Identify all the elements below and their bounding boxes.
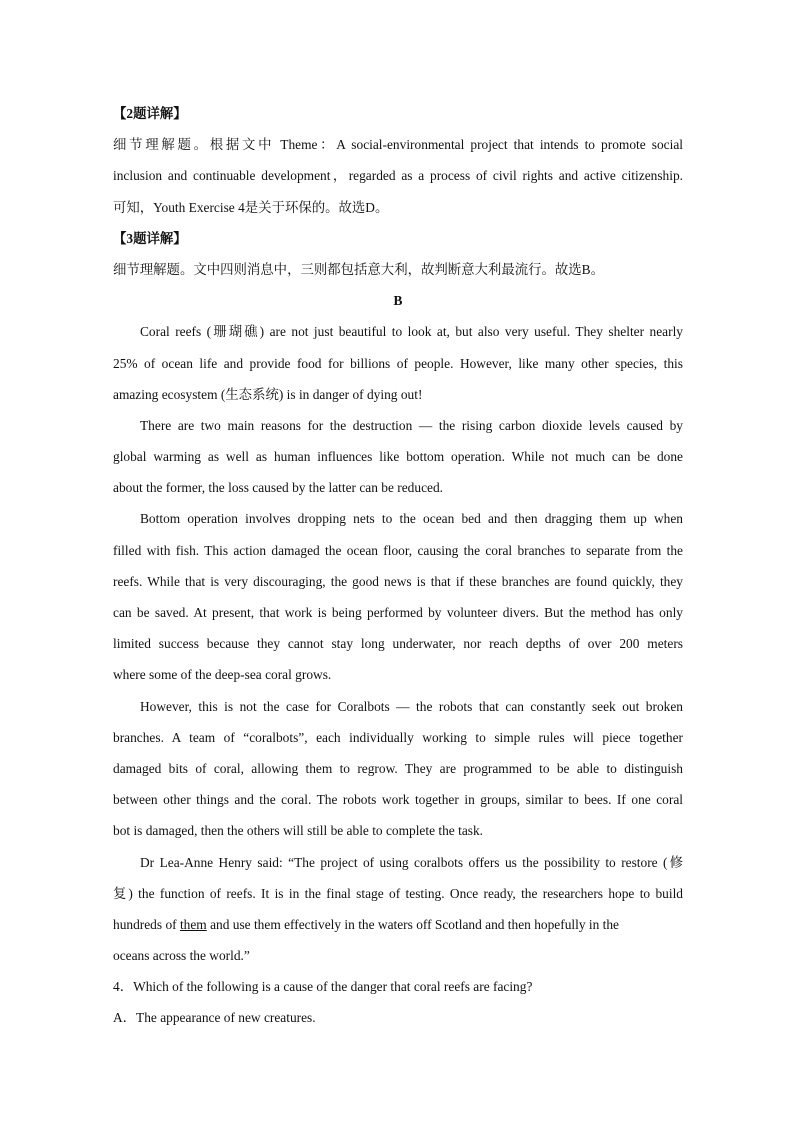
- paragraph-line: 复) the function of reefs. It is in the final stage of testing. Once ready, the researchers hope to build: [113, 885, 683, 901]
- q2-explanation-line-3: 可知，Youth Exercise 4是关于环保的。故选D。: [113, 199, 389, 215]
- paragraph-line: can be saved. At present, that work is being performed by volunteer divers. But the method has only: [113, 605, 683, 620]
- underlined-word: them: [179, 916, 207, 932]
- paragraph-line: [113, 909, 683, 940]
- paragraph-line: amazing ecosystem (生态系统) is in danger of dying out!: [113, 386, 423, 402]
- paragraph-line: Dr Lea-Anne Henry said: “The project of using coralbots offers us the possibility to restore (修: [140, 854, 683, 870]
- paragraph-line: oceans across the world.”: [113, 948, 250, 964]
- paragraph-1: [113, 316, 683, 410]
- paragraph-line: bot is damaged, then the others will still be able to complete the task.: [113, 823, 484, 839]
- q2-explanation-line-2: inclusion and continuable development，regarded as a process of civil rights and active citizenship.: [113, 168, 683, 184]
- q2-explanation-line-1: 细节理解题。根据文中 Theme：A social-environmental project that intends to promote social: [113, 137, 683, 153]
- paragraph-line: There are two main reasons for the destruction — the rising carbon dioxide levels caused by: [140, 417, 683, 433]
- question-4-stem: 4．Which of the following is a cause of the danger that coral reefs are facing?: [113, 979, 533, 995]
- paragraph-4: [113, 691, 683, 847]
- q3-heading: 【3题详解】: [113, 230, 187, 246]
- question-4-option-a: A．The appearance of new creatures.: [113, 1010, 316, 1026]
- document-page: [113, 98, 683, 1034]
- paragraph-5: [113, 847, 683, 972]
- paragraph-line: between other things and the coral. The robots work together in groups, similar to bees. If one coral: [113, 792, 683, 808]
- q3-explanation-line-1: 细节理解题。文中四则消息中，三则都包括意大利，故判断意大利最流行。故选B。: [113, 261, 604, 277]
- paragraph-line: filled with fish. This action damaged the ocean floor, causing the coral branches to separate from the: [113, 542, 683, 558]
- paragraph-line: limited success because they cannot stay long underwater, nor reach depths of over 200 meters: [113, 636, 683, 652]
- paragraph-line: Bottom operation involves dropping nets to the ocean bed and then dragging them up when: [140, 511, 683, 527]
- paragraph-line: Coral reefs (珊瑚礁) are not just beautiful to look at, but also very useful. They shelter nearly: [140, 324, 683, 340]
- paragraph-line: global warming as well as human influences like bottom operation. While not much can be done: [113, 449, 683, 465]
- paragraph-line: about the former, the loss caused by the latter can be reduced.: [113, 480, 444, 496]
- paragraph-line: branches. A team of “coralbots”, each individually working to simple rules will piece together: [113, 729, 683, 745]
- paragraph-2: [113, 410, 683, 504]
- paragraph-3: [113, 503, 683, 690]
- paragraph-line: reefs. While that is very discouraging, the good news is that if these branches are found quickly, they: [113, 573, 683, 589]
- q2-heading: 【2题详解】: [113, 106, 187, 121]
- text-span: hundreds of: [113, 916, 180, 932]
- paragraph-line: 25% of ocean life and provide food for billions of people. However, like many other species, this: [113, 355, 683, 371]
- paragraph-line: However, this is not the case for Coralbots — the robots that can constantly seek out broken: [140, 698, 683, 714]
- paragraph-line: damaged bits of coral, allowing them to regrow. They are programmed to be able to distinguish: [113, 760, 683, 776]
- section-title: B: [393, 293, 403, 309]
- paragraph-line: where some of the deep-sea coral grows.: [113, 667, 332, 683]
- text-span: and use them effectively in the waters off Scotland and then hopefully in the: [206, 916, 619, 932]
